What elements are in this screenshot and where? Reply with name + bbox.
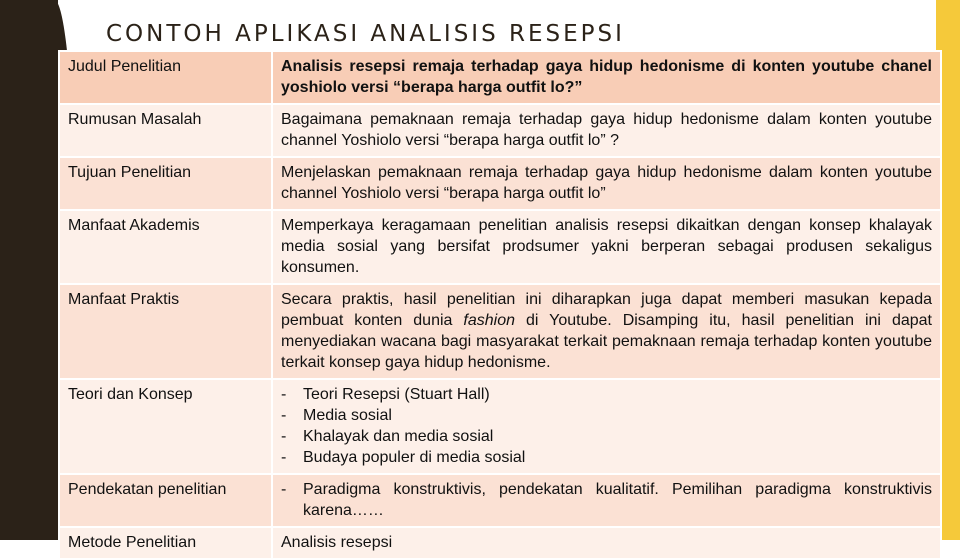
list-item: [281, 447, 932, 468]
row-value: [272, 474, 941, 527]
list-marker: -: [281, 449, 287, 466]
list-item: [281, 479, 932, 521]
table-row: [59, 210, 941, 284]
list-item-text: Teori Resepsi (Stuart Hall): [303, 386, 490, 403]
row-value: Bagaimana pemaknaan remaja terhadap gaya hidup hedonisme dalam konten youtube channel Yoshiolo versi “berapa harga outfit lo” ?: [272, 104, 941, 157]
approach-list: [281, 479, 932, 521]
value-text: di Youtube. Disamping itu, hasil penelitian ini dapat menyediakan wacana bagi masyarakat terkait pemaknaan remaja terhadap konten youtube terkait konsep gaya hidup hedonisme.: [281, 312, 932, 371]
table-row: [59, 379, 941, 474]
table-row: [59, 51, 941, 104]
list-marker: -: [281, 428, 287, 445]
value-text: Secara praktis, hasil penelitian ini diharapkan juga dapat memberi masukan kepada pembuat konten dunia: [281, 291, 932, 329]
row-value: Analisis resepsi remaja terhadap gaya hidup hedonisme di konten youtube chanel yoshiolo versi “berapa harga outfit lo?”: [272, 51, 941, 104]
row-value: Memperkaya keragamaan penelitian analisis resepsi dikaitkan dengan konsep khalayak media sosial yang bersifat prodsumer yakni berperan sebagai produsen sekaligus konsumen.: [272, 210, 941, 284]
list-item: [281, 426, 932, 447]
list-item: [281, 405, 932, 426]
list-item-text: Paradigma konstruktivis, pendekatan kualitatif. Pemilihan paradigma konstruktivis karena……: [303, 481, 932, 519]
list-marker: -: [281, 481, 287, 498]
list-marker: -: [281, 386, 287, 403]
row-value: Menjelaskan pemaknaan remaja terhadap gaya hidup hedonisme dalam konten youtube channel Yoshiolo versi “berapa harga outfit lo”: [272, 157, 941, 210]
row-label: Pendekatan penelitian: [59, 474, 272, 527]
table-row: [59, 474, 941, 527]
list-item-text: Khalayak dan media sosial: [303, 428, 494, 445]
row-label: Judul Penelitian: [59, 51, 272, 104]
row-label: Rumusan Masalah: [59, 104, 272, 157]
table-row: [59, 284, 941, 379]
row-label: Metode Penelitian: [59, 527, 272, 559]
row-value: [272, 284, 941, 379]
table-row: [59, 104, 941, 157]
row-label: Manfaat Praktis: [59, 284, 272, 379]
list-item: [281, 384, 932, 405]
row-label: Tujuan Penelitian: [59, 157, 272, 210]
concept-list: [281, 384, 932, 468]
row-label: Manfaat Akademis: [59, 210, 272, 284]
value-italic-text: fashion: [463, 312, 515, 329]
row-value: Analisis resepsi: [272, 527, 941, 559]
row-value: [272, 379, 941, 474]
table-row: [59, 527, 941, 559]
list-item-text: Media sosial: [303, 407, 392, 424]
slide-title: CONTOH APLIKASI ANALISIS RESEPSI: [106, 21, 625, 47]
table-row: [59, 157, 941, 210]
research-table: [58, 50, 942, 560]
list-item-text: Budaya populer di media sosial: [303, 449, 526, 466]
row-label: Teori dan Konsep: [59, 379, 272, 474]
list-marker: -: [281, 407, 287, 424]
